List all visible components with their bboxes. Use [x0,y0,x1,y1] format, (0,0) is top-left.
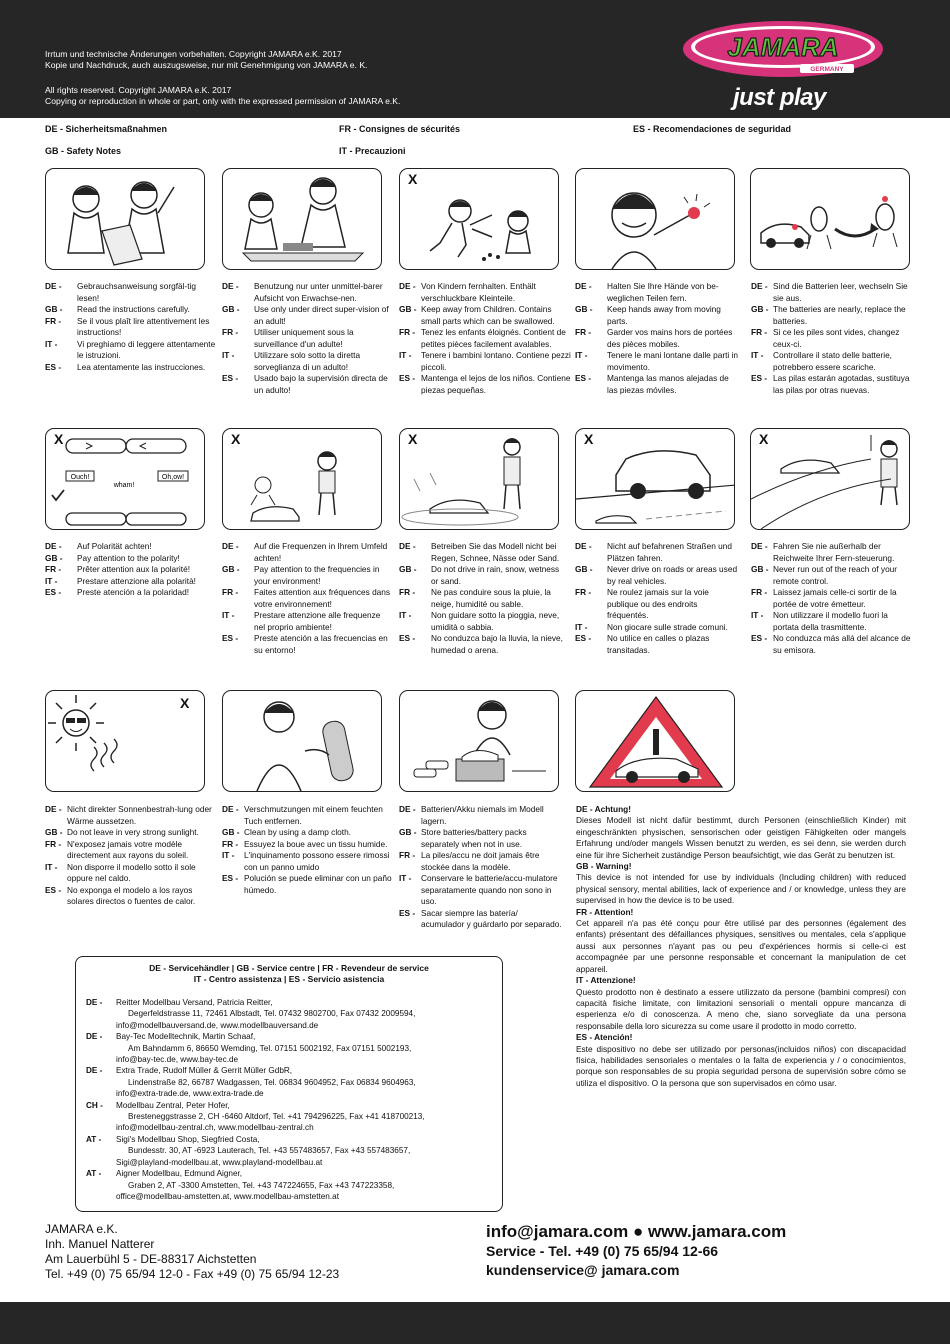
section-heading-de: DE - Sicherheitsmaßnahmen [45,124,168,134]
logo-subtext: GERMANY [810,66,844,73]
copyright-line-en-2: Copying or reproduction in whole or part, only with the expressed permission of JAMARA e.K. [45,96,401,106]
warning-heading-gb: GB - Warning! [576,861,632,872]
section-heading-fr: FR - Consignes de sécurités [339,124,461,134]
illustration-adult-supervision [222,168,382,270]
note-13: DE - Batterien/Akku niemals im Modell lagern. GB - Store batteries/battery packs separately when not in use. FR - La piles/accu ne doit jamais être stockée dans la modèle. IT - Conservare le batterie/accu-mulatore separatamente quando non sono in uso. ES - Sacar siempre las batería/ acumulador y guárdarlo por separado. [399,804,562,929]
illustration-replace-batteries [750,168,910,270]
illustration-frequencies [222,428,382,530]
warning-notice [576,804,906,1089]
note-11: DE - Nicht direkter Sonnenbestrah-lung oder Wärme aussetzen. GB - Do not leave in very strong sunlight. FR - N'exposez jamais votre modèle directement aux rayons du soleil. IT - Non disporre il modello sotto il sole oppure nel caldo. ES - No exponga el modelo a los rayos solares directos o fuentes de calor. [45,804,212,906]
forbidden-mark: X [408,431,418,447]
forbidden-mark: X [180,695,190,711]
illustration-warning-sign [575,690,735,792]
dealers-title-1: DE - Servicehändler | GB - Service centre | FR - Revendeur de service [149,963,429,973]
forbidden-mark: X [759,431,769,447]
service-phone: Service - Tel. +49 (0) 75 65/94 12-66 [486,1243,719,1259]
service-email-link[interactable]: kundenservice@ jamara.com [486,1262,680,1278]
warning-text-es: Este dispositivo no debe ser utilizado por personas(incluidos niños) con discapacidad física, habilidades sensoriales o mentales o la falta de experiencia y / o conocimientos, porque son responsables de su propia seguridad persona de supervisión sobre cómo se utiliza el dispositivo. O la persona que son supervisados en cómo usar. [576,1043,906,1088]
section-heading-it: IT - Precauzioni [339,146,406,156]
note-2: DE - Benutzung nur unter unmittel-barer Aufsicht von Erwachse-nen. GB - Use only under direct super-vision of an adult! FR - Utiliser uniquement sous la surveillance d'un adulte! IT - Utilizzare solo sotto la diretta sorveglianza di un adulto! ES - Usado bajo la supervisión directa de un adulto! [222,281,389,395]
note-6: DE - Auf Polarität achten! GB - Pay attention to the polarity! FR - Prêter attention aux la polarité! IT - Prestare attenzione alla polarità! ES - Preste atención a la polaridad! [45,541,196,597]
dealer-entry: AT - Aigner Modellbau, Edmund Aigner, Graben 2, AT -3300 Amstetten, Tel. +43 747224655, Fax +43 747223358, office@modellbau-amstetten.at, www.modellbau-amstetten.at [86,1169,395,1201]
warning-text-it: Questo prodotto non è destinato a essere utilizzato da persone (bambini compresi) con capacità fisiche limitate, con limitazioni sensoriali o mentali oppure mancanza di esperienza e/o di conoscenza. A meno che, siano sorvegliate da una persona responsabile della loro sicurezza su come usare il prodotto in modo corretto. [576,986,906,1031]
dealer-entry: DE - Bay-Tec Modelltechnik, Martin Schaaf, Am Bahndamm 6, 86650 Wemding, Tel. 07151 5002192, Fax 07151 5002193, info@bay-tec.de, www.bay-tec.de [86,1032,412,1065]
dealer-entry: CH - Modellbau Zentral, Peter Hofer, Bresteneggstrasse 2, CH -6460 Altdorf, Tel. +41 794296225, Fax +41 418700213, info@modellbau-zentral.ch, www.modellbau-zentral.ch [86,1100,425,1133]
svg-text:Ouch!: Ouch! [70,474,90,481]
company-address [45,1222,339,1282]
company-phone: Tel. +49 (0) 75 65/94 12-0 - Fax +49 (0) 75 65/94 12-23 [45,1267,340,1281]
illustration-sunlight [45,690,205,792]
dealer-entry: AT - Sigi's Modellbau Shop, Siegfried Costa, Bundesstr. 30, AT -6923 Lauterach, Tel. +43 557483657, Fax +43 557483657, Sigi@playland-modellbau.at, www.playland-modellbau.at [86,1134,411,1167]
illustration-moving-parts [575,168,735,270]
header-bar [0,0,950,118]
note-10: DE - Fahren Sie nie außerhalb der Reichweite Ihrer Fern-steuerung. GB - Never run out of the reach of your remote control. FR - Laissez jamais celle-ci sortir de la portée de votre émetteur. IT - Non utilizzare il modello fuori la portata della trasmittente. ES - No conduzca más allá del alcance de su emisora. [751,541,911,655]
warning-heading-es: ES - Atención! [576,1032,633,1043]
warning-heading-fr: FR - Attention! [576,906,634,917]
dealer-entry: DE - Extra Trade, Rudolf Müller & Gerrit Müller GdbR, Lindenstraße 82, 66787 Wadgassen, Tel. 06834 9604952, Fax 06834 9604963, info@extra-trade.de, www.extra-trade.de [86,1066,416,1099]
note-3: DE - Von Kindern fernhalten. Enthält verschluckbare Kleinteile. GB - Keep away from Children. Contains small parts which can be swallowed. FR - Tenez les enfants éloignés. Contient de petites pièces facilement avalables. IT - Tenere i bambini lontano. Contiene pezzi piccoli. ES - Mantenga el lejos de los niños. Contiene piezas pequeñas. [399,281,571,395]
warning-text-de: Dieses Modell ist nicht dafür bestimmt, durch Personen (einschließlich Kinder) mit eingeschränkten physischen, sensorischen oder geistigen Fähigkeiten oder mangels Erfahrung und/oder mangels Wissen benutzt zu werden, es sei denn, sie werden durch eine für ihre Sicherheit zuständige Person beaufsichtigt, wie das Gerät zu benutzen ist. [576,815,906,860]
web-contact-link[interactable]: info@jamara.com ● www.jamara.com [486,1222,787,1241]
forbidden-mark: X [231,431,241,447]
note-5: DE - Sind die Batterien leer, wechseln Sie sie aus. GB - The batteries are nearly, replace the batteries. FR - Si ce les piles sont vides, changez ceux-ci. IT - Controllare il stato delle batterie, potrebbero essere scariche. ES - Las pilas estarán agotadas, sustituya las pilas por otras nuevas. [751,281,910,395]
company-owner: Inh. Manuel Natterer [45,1237,155,1251]
note-7: DE - Auf die Frequenzen in Ihrem Umfeld achten! GB - Pay attention to the frequencies in your environment! FR - Faites attention aux fréquences dans votre environnement! IT - Prestare attenzione alle frequenze nel proprio ambiente! ES - Preste atención a las frecuencias en su entorno! [222,541,391,655]
company-street: Am Lauerbühl 5 - DE-88317 Aichstetten [45,1252,257,1266]
note-12: DE - Verschmutzungen mit einem feuchten Tuch entfernen. GB - Clean by using a damp cloth. FR - Essuyez la boue avec un tissu humide. IT - L'inquinamento possono essere rimossi con un panno umido ES - Polución se puede eliminar con un paño húmedo. [222,804,392,895]
note-4: DE - Halten Sie Ihre Hände von be-weglichen Teilen fern. GB - Keep hands away from moving parts. FR - Garder vos mains hors de portées des pièces mobiles. IT - Tenere le mani lontane dalle parti in movimento. ES - Mantenga las manos alejadas de las piezas móviles. [575,281,738,395]
dealer-entry: DE - Reitter Modellbau Versand, Patricia Reitter, Degerfeldstrasse 11, 72461 Albstadt, Tel. 07432 9802700, Fax 07432 2009594, info@modellbauversand.de, www.modellbauversand.de [86,998,416,1030]
svg-text:Oh,ow!: Oh,ow! [161,474,185,481]
warning-heading-de: DE - Achtung! [576,804,631,814]
note-8: DE - Betreiben Sie das Modell nicht bei Regen, Schnee, Nässe oder Sand. GB - Do not drive in rain, snow, wetness or sand. FR - Ne pas conduire sous la pluie, la neige, humidité ou sable. IT - Non guidare sotto la pioggia, neve, umidità o sabbia. ES - No conduzca bajo la lluvia, la nieve, humedad o arena. [399,541,563,655]
illustration-no-rain [399,428,559,530]
illustration-cleaning [222,690,382,792]
copyright-line-en-1: All rights reserved. Copyright JAMARA e.K. 2017 [45,85,232,95]
forbidden-mark: X [54,431,64,447]
forbidden-mark: X [408,171,418,187]
section-heading-gb: GB - Safety Notes [45,146,122,156]
section-heading-es: ES - Recomendaciones de seguridad [633,124,792,134]
svg-text:wham!: wham! [113,482,135,489]
contact-info [486,1222,786,1280]
jamara-logo [682,20,884,78]
copyright-line-de-2: Kopie und Nachdruck, auch auszugsweise, nur mit Genehmigung von JAMARA e. K. [45,60,368,70]
illustration-no-roads [575,428,735,530]
logo-wordmark: JAMARA [727,32,839,62]
illustration-keep-from-children [399,168,559,270]
illustration-range [750,428,910,530]
service-dealers-box [75,956,503,1212]
warning-text-gb: This device is not intended for use by individuals (Including children) with reduced physical sensory, mental abilities, lack of experience and / or knowledge, unless they are supervised in how the device is to be used. [576,872,906,906]
company-name: JAMARA e.K. [45,1222,118,1236]
note-9: DE - Nicht auf befahrenen Straßen und Plätzen fahren. GB - Never drive on roads or areas used by real vehicles. FR - Ne roulez jamais sur la voie publique ou des endroits fréquentés. IT - Non giocare sulle strade comuni. ES - No utilice en calles o plazas transitadas. [575,541,738,655]
forbidden-mark: X [584,431,594,447]
warning-text-fr: Cet appareil n'a pas été conçu pour être utilisé par des personnes (également des enfants) présentant des défaillances physiques, sensitives ou mentales, cela s'applique aussi aux personnes n'ayant pas ou peu d'expériences hormis si celle-ci est accompagnée par une personne responsable et concernant la manipulation de cet appareil. [576,918,906,974]
illustration-read-instructions [45,168,205,270]
note-1: DE - Gebrauchsanweisung sorgfäl-tig lesen! GB - Read the instructions carefully. FR - Se il vous plaît lire attentivement les instructions! IT - Vi preghiamo di leggere attentamente le istruzioni. ES - Lea atentamente las instrucciones. [45,281,216,372]
illustration-polarity [45,428,205,530]
dealers-title-2: IT - Centro assistenza | ES - Servicio asistencia [193,974,385,984]
bottom-bar [0,1302,950,1344]
slogan: just play [733,84,826,111]
warning-heading-it: IT - Attenzione! [576,975,636,986]
copyright-line-de-1: Irrtum und technische Änderungen vorbehalten. Copyright JAMARA e.K. 2017 [45,49,342,59]
illustration-battery-storage [399,690,559,792]
